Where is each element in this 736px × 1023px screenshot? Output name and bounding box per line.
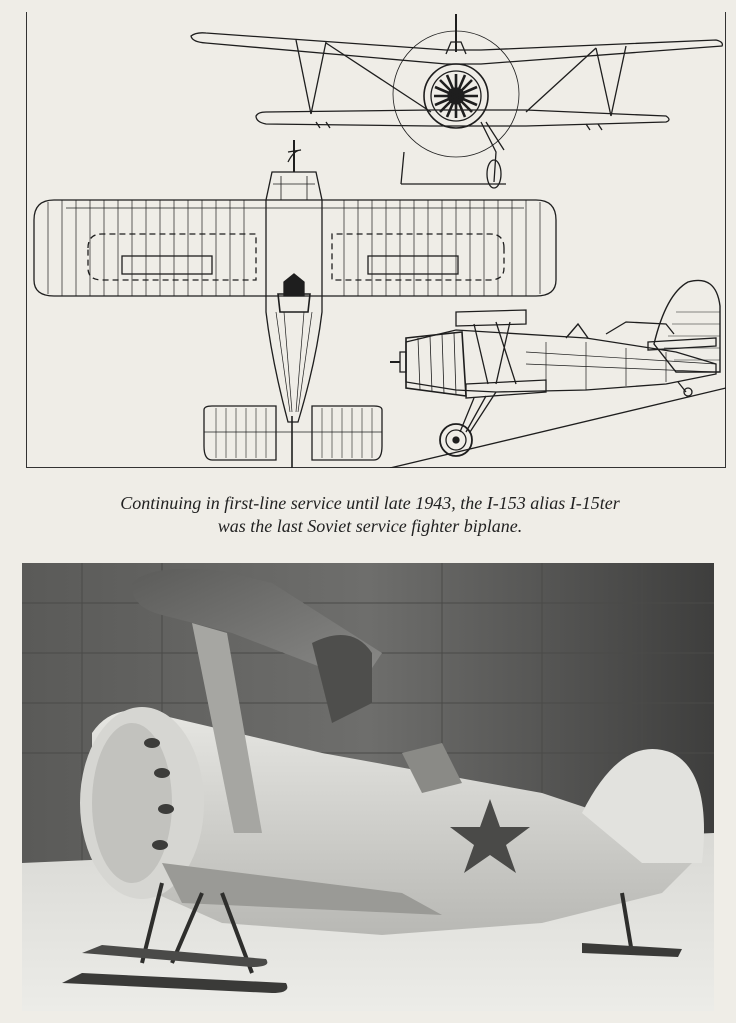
front-view: [191, 14, 722, 188]
plan-view: [34, 140, 556, 468]
caption-line-2: was the last Soviet service fighter biplane.: [217, 516, 523, 536]
figure-caption: [20, 492, 720, 538]
side-view: [390, 280, 726, 468]
three-view-drawing: [26, 12, 726, 468]
caption-line-1: Continuing in first-line service until late 1943, the I-153 alias I-15ter: [120, 493, 620, 513]
aircraft-photo: [22, 563, 714, 1011]
